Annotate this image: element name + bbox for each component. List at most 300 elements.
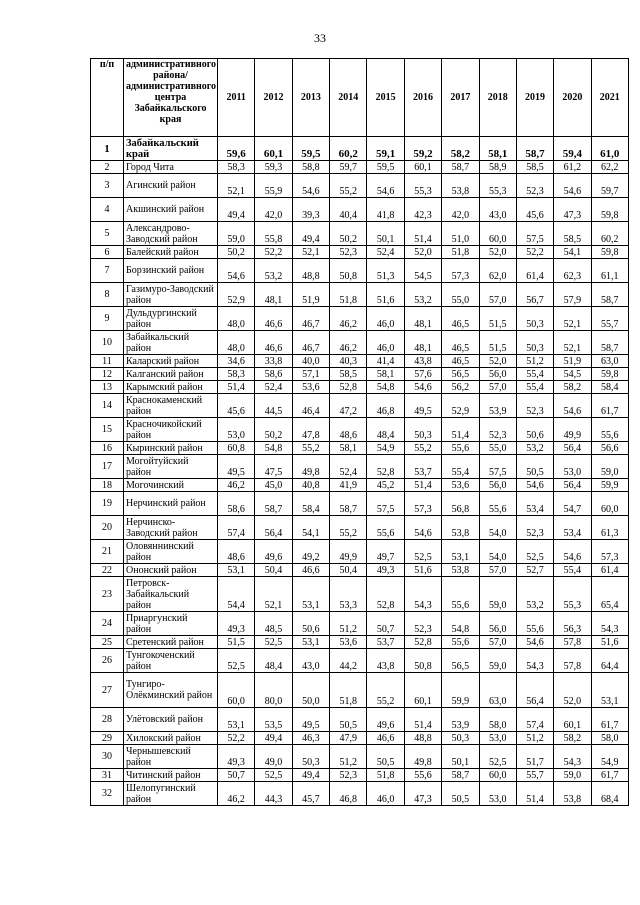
value-cell: 51,4: [442, 418, 479, 442]
value-cell: 53,4: [554, 516, 591, 540]
value-cell: 56,4: [554, 442, 591, 455]
value-cell: 59,6: [218, 137, 255, 161]
row-index: 13: [91, 381, 124, 394]
row-index: 12: [91, 368, 124, 381]
table-row: [91, 673, 629, 708]
value-cell: 58,9: [479, 161, 516, 174]
value-cell: 43,0: [292, 649, 329, 673]
value-cell: 56,6: [591, 442, 628, 455]
value-cell: 42,0: [442, 198, 479, 222]
value-cell: 52,5: [218, 649, 255, 673]
value-cell: 49,4: [292, 769, 329, 782]
value-cell: 53,1: [442, 540, 479, 564]
value-cell: 50,5: [367, 745, 404, 769]
value-cell: 53,0: [554, 455, 591, 479]
value-cell: 34,6: [218, 355, 255, 368]
value-cell: 55,0: [442, 283, 479, 307]
value-cell: 51,4: [516, 782, 553, 806]
value-cell: 62,0: [479, 259, 516, 283]
value-cell: 52,0: [554, 673, 591, 708]
value-cell: 60,8: [218, 442, 255, 455]
value-cell: 42,3: [404, 198, 441, 222]
value-cell: 51,5: [218, 636, 255, 649]
value-cell: 53,2: [516, 442, 553, 455]
value-cell: 49,4: [292, 222, 329, 246]
value-cell: 56,4: [554, 479, 591, 492]
value-cell: 61,1: [591, 259, 628, 283]
value-cell: 55,2: [404, 442, 441, 455]
value-cell: 51,0: [442, 222, 479, 246]
value-cell: 46,2: [218, 479, 255, 492]
value-cell: 54,8: [367, 381, 404, 394]
district-name: Борзинский район: [124, 259, 218, 283]
value-cell: 52,1: [554, 331, 591, 355]
value-cell: 54,6: [404, 381, 441, 394]
table-row: [91, 732, 629, 745]
value-cell: 57,8: [554, 636, 591, 649]
value-cell: 53,4: [516, 492, 553, 516]
value-cell: 46,0: [367, 782, 404, 806]
value-cell: 51,9: [554, 355, 591, 368]
value-cell: 45,6: [516, 198, 553, 222]
value-cell: 51,6: [404, 564, 441, 577]
district-name: Забайкальский край: [124, 137, 218, 161]
value-cell: 51,8: [330, 673, 367, 708]
value-cell: 61,7: [591, 769, 628, 782]
value-cell: 54,9: [367, 442, 404, 455]
value-cell: 58,0: [479, 708, 516, 732]
table-row: [91, 381, 629, 394]
value-cell: 57,3: [591, 540, 628, 564]
value-cell: 49,5: [292, 708, 329, 732]
value-cell: 49,5: [404, 394, 441, 418]
value-cell: 51,6: [591, 636, 628, 649]
value-cell: 56,5: [442, 368, 479, 381]
value-cell: 51,2: [516, 732, 553, 745]
value-cell: 58,2: [554, 381, 591, 394]
header-year: 2012: [255, 59, 292, 137]
value-cell: 46,2: [330, 331, 367, 355]
value-cell: 44,3: [255, 782, 292, 806]
row-index: 7: [91, 259, 124, 283]
value-cell: 58,7: [591, 283, 628, 307]
value-cell: 49,8: [404, 745, 441, 769]
value-cell: 41,4: [367, 355, 404, 368]
value-cell: 61,7: [591, 394, 628, 418]
value-cell: 58,2: [442, 137, 479, 161]
value-cell: 49,6: [367, 708, 404, 732]
value-cell: 48,1: [404, 331, 441, 355]
value-cell: 51,8: [330, 283, 367, 307]
value-cell: 53,6: [330, 636, 367, 649]
value-cell: 55,9: [255, 174, 292, 198]
value-cell: 55,6: [367, 516, 404, 540]
value-cell: 59,4: [554, 137, 591, 161]
value-cell: 51,7: [516, 745, 553, 769]
value-cell: 52,3: [330, 246, 367, 259]
value-cell: 56,2: [442, 381, 479, 394]
value-cell: 46,5: [442, 307, 479, 331]
value-cell: 50,3: [516, 307, 553, 331]
value-cell: 54,5: [554, 368, 591, 381]
value-cell: 41,8: [367, 198, 404, 222]
value-cell: 59,5: [367, 161, 404, 174]
value-cell: 50,1: [367, 222, 404, 246]
district-name: Каларский район: [124, 355, 218, 368]
value-cell: 54,8: [442, 612, 479, 636]
value-cell: 52,4: [330, 455, 367, 479]
value-cell: 55,4: [516, 381, 553, 394]
table-row: [91, 259, 629, 283]
value-cell: 43,8: [367, 649, 404, 673]
value-cell: 54,6: [218, 259, 255, 283]
value-cell: 48,8: [292, 259, 329, 283]
value-cell: 58,1: [330, 442, 367, 455]
value-cell: 53,8: [442, 174, 479, 198]
value-cell: 55,6: [591, 418, 628, 442]
district-name: Красночикойский район: [124, 418, 218, 442]
value-cell: 57,5: [516, 222, 553, 246]
value-cell: 54,1: [554, 246, 591, 259]
page-number: 33: [314, 31, 326, 45]
value-cell: 60,1: [404, 673, 441, 708]
value-cell: 55,0: [479, 442, 516, 455]
value-cell: 59,9: [591, 479, 628, 492]
value-cell: 61,3: [591, 516, 628, 540]
value-cell: 55,4: [442, 455, 479, 479]
value-cell: 50,8: [404, 649, 441, 673]
value-cell: 52,8: [330, 381, 367, 394]
row-index: 31: [91, 769, 124, 782]
value-cell: 55,2: [292, 442, 329, 455]
value-cell: 60,0: [591, 492, 628, 516]
table-row: [91, 540, 629, 564]
value-cell: 46,6: [292, 564, 329, 577]
value-cell: 60,1: [554, 708, 591, 732]
value-cell: 42,0: [255, 198, 292, 222]
value-cell: 57,4: [516, 708, 553, 732]
value-cell: 54,6: [554, 540, 591, 564]
table-body: [91, 137, 629, 806]
value-cell: 61,4: [591, 564, 628, 577]
value-cell: 62,2: [591, 161, 628, 174]
value-cell: 59,9: [442, 673, 479, 708]
value-cell: 54,1: [292, 516, 329, 540]
value-cell: 58,6: [218, 492, 255, 516]
value-cell: 57,1: [292, 368, 329, 381]
district-name: Читинский район: [124, 769, 218, 782]
value-cell: 62,3: [554, 259, 591, 283]
value-cell: 52,3: [516, 174, 553, 198]
value-cell: 52,3: [516, 394, 553, 418]
row-index: 21: [91, 540, 124, 564]
district-name: Тунгокоченский район: [124, 649, 218, 673]
value-cell: 61,2: [554, 161, 591, 174]
value-cell: 50,3: [404, 418, 441, 442]
value-cell: 60,2: [330, 137, 367, 161]
value-cell: 55,8: [255, 222, 292, 246]
value-cell: 54,0: [479, 516, 516, 540]
value-cell: 48,4: [367, 418, 404, 442]
value-cell: 47,9: [330, 732, 367, 745]
value-cell: 59,8: [591, 246, 628, 259]
value-cell: 54,3: [554, 745, 591, 769]
value-cell: 52,8: [404, 636, 441, 649]
value-cell: 49,4: [255, 732, 292, 745]
value-cell: 46,0: [367, 331, 404, 355]
value-cell: 56,3: [554, 612, 591, 636]
value-cell: 58,7: [442, 769, 479, 782]
value-cell: 51,2: [330, 745, 367, 769]
value-cell: 56,5: [442, 649, 479, 673]
value-cell: 50,1: [442, 745, 479, 769]
row-index: 30: [91, 745, 124, 769]
value-cell: 54,3: [516, 649, 553, 673]
value-cell: 54,3: [591, 612, 628, 636]
header-year: 2020: [554, 59, 591, 137]
value-cell: 52,0: [404, 246, 441, 259]
value-cell: 43,8: [404, 355, 441, 368]
row-index: 23: [91, 577, 124, 612]
table-row: [91, 418, 629, 442]
district-name: Ононский район: [124, 564, 218, 577]
district-name: Могойтуйский район: [124, 455, 218, 479]
header-year: 2013: [292, 59, 329, 137]
value-cell: 53,7: [404, 455, 441, 479]
value-cell: 55,2: [330, 174, 367, 198]
statistics-table: [90, 58, 629, 806]
value-cell: 52,8: [367, 577, 404, 612]
value-cell: 60,2: [591, 222, 628, 246]
value-cell: 50,3: [292, 745, 329, 769]
value-cell: 56,0: [479, 368, 516, 381]
row-index: 11: [91, 355, 124, 368]
value-cell: 53,6: [442, 479, 479, 492]
value-cell: 58,1: [367, 368, 404, 381]
value-cell: 46,6: [367, 732, 404, 745]
value-cell: 55,4: [516, 368, 553, 381]
value-cell: 54,9: [591, 745, 628, 769]
value-cell: 52,5: [255, 636, 292, 649]
table-row: [91, 222, 629, 246]
value-cell: 58,3: [218, 161, 255, 174]
value-cell: 49,8: [292, 455, 329, 479]
district-name: Хилокский район: [124, 732, 218, 745]
row-index: 4: [91, 198, 124, 222]
value-cell: 59,1: [367, 137, 404, 161]
value-cell: 53,9: [442, 708, 479, 732]
value-cell: 48,1: [404, 307, 441, 331]
table-row: [91, 479, 629, 492]
value-cell: 59,0: [554, 769, 591, 782]
value-cell: 51,5: [479, 331, 516, 355]
district-name: Город Чита: [124, 161, 218, 174]
value-cell: 65,4: [591, 577, 628, 612]
value-cell: 51,6: [367, 283, 404, 307]
value-cell: 46,2: [330, 307, 367, 331]
header-year: 2019: [516, 59, 553, 137]
district-name: Акшинский район: [124, 198, 218, 222]
header-year: 2014: [330, 59, 367, 137]
value-cell: 52,1: [255, 577, 292, 612]
value-cell: 55,6: [442, 577, 479, 612]
value-cell: 51,5: [479, 307, 516, 331]
table-header-row: [91, 59, 629, 137]
row-index: 26: [91, 649, 124, 673]
value-cell: 52,4: [367, 246, 404, 259]
value-cell: 47,8: [292, 418, 329, 442]
row-index: 10: [91, 331, 124, 355]
value-cell: 55,6: [404, 769, 441, 782]
value-cell: 43,0: [479, 198, 516, 222]
value-cell: 59,0: [591, 455, 628, 479]
value-cell: 56,4: [255, 516, 292, 540]
value-cell: 60,0: [218, 673, 255, 708]
value-cell: 55,6: [516, 612, 553, 636]
row-index: 3: [91, 174, 124, 198]
value-cell: 46,7: [292, 307, 329, 331]
value-cell: 46,5: [442, 355, 479, 368]
value-cell: 54,6: [367, 174, 404, 198]
value-cell: 53,7: [367, 636, 404, 649]
table-row: [91, 649, 629, 673]
table-row: [91, 355, 629, 368]
value-cell: 57,0: [479, 381, 516, 394]
value-cell: 58,7: [330, 492, 367, 516]
row-index: 9: [91, 307, 124, 331]
value-cell: 60,0: [479, 769, 516, 782]
value-cell: 56,0: [479, 479, 516, 492]
value-cell: 46,8: [367, 394, 404, 418]
value-cell: 50,6: [292, 612, 329, 636]
header-year: 2017: [442, 59, 479, 137]
value-cell: 59,0: [218, 222, 255, 246]
value-cell: 50,7: [218, 769, 255, 782]
value-cell: 40,4: [330, 198, 367, 222]
value-cell: 54,3: [404, 577, 441, 612]
value-cell: 52,8: [367, 455, 404, 479]
value-cell: 50,7: [367, 612, 404, 636]
value-cell: 49,6: [255, 540, 292, 564]
value-cell: 48,0: [218, 307, 255, 331]
row-index: 24: [91, 612, 124, 636]
value-cell: 63,0: [479, 673, 516, 708]
value-cell: 54,6: [516, 479, 553, 492]
value-cell: 50,5: [516, 455, 553, 479]
value-cell: 58,0: [591, 732, 628, 745]
value-cell: 52,1: [218, 174, 255, 198]
row-index: 20: [91, 516, 124, 540]
value-cell: 55,6: [442, 636, 479, 649]
table-row: [91, 246, 629, 259]
value-cell: 48,4: [255, 649, 292, 673]
value-cell: 40,3: [330, 355, 367, 368]
row-index: 5: [91, 222, 124, 246]
value-cell: 54,0: [479, 540, 516, 564]
value-cell: 54,4: [218, 577, 255, 612]
row-index: 2: [91, 161, 124, 174]
row-index: 25: [91, 636, 124, 649]
value-cell: 58,7: [442, 161, 479, 174]
value-cell: 52,0: [479, 246, 516, 259]
value-cell: 58,3: [218, 368, 255, 381]
row-index: 17: [91, 455, 124, 479]
value-cell: 54,6: [404, 516, 441, 540]
table-row: [91, 782, 629, 806]
value-cell: 51,4: [404, 479, 441, 492]
table-row: [91, 745, 629, 769]
value-cell: 50,0: [292, 673, 329, 708]
value-cell: 64,4: [591, 649, 628, 673]
value-cell: 59,7: [591, 174, 628, 198]
value-cell: 48,0: [218, 331, 255, 355]
value-cell: 52,5: [255, 769, 292, 782]
value-cell: 49,0: [255, 745, 292, 769]
value-cell: 52,9: [218, 283, 255, 307]
value-cell: 51,8: [442, 246, 479, 259]
value-cell: 52,1: [554, 307, 591, 331]
value-cell: 52,5: [516, 540, 553, 564]
value-cell: 48,6: [330, 418, 367, 442]
table-row: [91, 492, 629, 516]
district-name: Шелопугинский район: [124, 782, 218, 806]
value-cell: 68,4: [591, 782, 628, 806]
value-cell: 60,1: [255, 137, 292, 161]
district-name: Дульдургинский район: [124, 307, 218, 331]
header-year: 2018: [479, 59, 516, 137]
value-cell: 50,3: [442, 732, 479, 745]
table-row: [91, 283, 629, 307]
district-name: Забайкальский район: [124, 331, 218, 355]
value-cell: 51,8: [367, 769, 404, 782]
value-cell: 52,1: [292, 246, 329, 259]
table-row: [91, 577, 629, 612]
value-cell: 53,8: [442, 564, 479, 577]
value-cell: 53,3: [330, 577, 367, 612]
table-row: [91, 564, 629, 577]
table-row: [91, 612, 629, 636]
value-cell: 51,2: [516, 355, 553, 368]
table-row: [91, 708, 629, 732]
table-row: [91, 516, 629, 540]
value-cell: 51,2: [330, 612, 367, 636]
value-cell: 44,2: [330, 649, 367, 673]
value-cell: 60,1: [404, 161, 441, 174]
value-cell: 51,4: [404, 222, 441, 246]
value-cell: 57,4: [218, 516, 255, 540]
value-cell: 59,0: [479, 649, 516, 673]
value-cell: 57,8: [554, 649, 591, 673]
value-cell: 58,7: [255, 492, 292, 516]
value-cell: 58,7: [591, 331, 628, 355]
value-cell: 54,6: [554, 174, 591, 198]
value-cell: 55,2: [367, 673, 404, 708]
row-index: 1: [91, 137, 124, 161]
value-cell: 59,8: [591, 368, 628, 381]
value-cell: 57,5: [479, 455, 516, 479]
district-name: Улётовский район: [124, 708, 218, 732]
district-name: Краснокаменский район: [124, 394, 218, 418]
value-cell: 47,3: [554, 198, 591, 222]
value-cell: 52,0: [479, 355, 516, 368]
value-cell: 51,3: [367, 259, 404, 283]
value-cell: 45,6: [218, 394, 255, 418]
value-cell: 53,1: [292, 636, 329, 649]
header-year: 2021: [591, 59, 628, 137]
district-name: Балейский район: [124, 246, 218, 259]
value-cell: 50,2: [218, 246, 255, 259]
value-cell: 48,5: [255, 612, 292, 636]
